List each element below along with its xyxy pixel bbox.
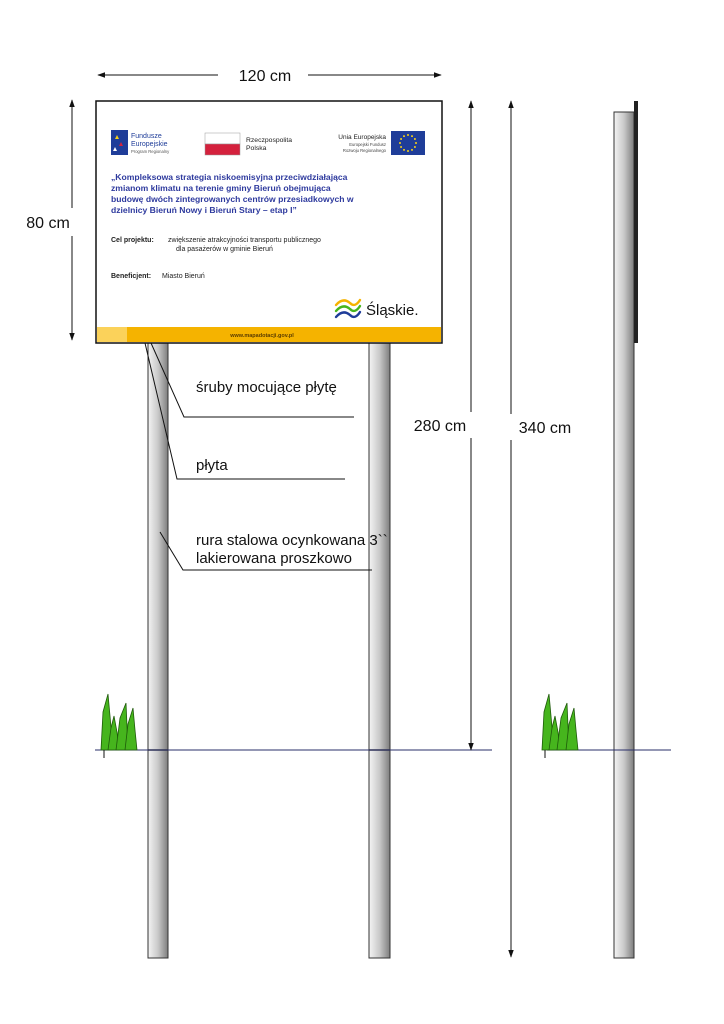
title-line-4: dzielnicy Bieruń Nowy i Bieruń Stary – etap I” (111, 205, 297, 215)
goal-label: Cel projektu: (111, 237, 154, 244)
height-dimension (26, 100, 72, 340)
website-text: www.mapadotacji.gov.pl (230, 333, 294, 339)
eu-star-icon (403, 135, 405, 137)
eu-star-icon (407, 150, 409, 152)
total-height-dimension (511, 101, 571, 957)
fe-logo-line2: Europejskie (131, 141, 168, 148)
signboard (96, 101, 442, 343)
side-view (542, 101, 671, 958)
ue-logo-line3: Rozwoju Regionalnego (342, 148, 386, 153)
title-line-1: „Kompleksowa strategia niskoemisyjna przeciwdziałająca (111, 172, 348, 182)
ue-logo-line1: Unia Europejska (338, 134, 386, 141)
eu-star-icon (400, 138, 402, 140)
goal-text-line1: zwiększenie atrakcyjności transportu publicznego (168, 237, 321, 244)
width-label: 120 cm (238, 68, 292, 85)
total-height-label: 340 cm (518, 420, 572, 437)
eu-star-icon (414, 138, 416, 140)
eu-star-icon (411, 149, 413, 151)
plate-label: płyta (196, 457, 228, 474)
beneficiary-label: Beneficjent: (111, 273, 152, 280)
pipe-label-line2: lakierowana proszkowo (196, 550, 352, 567)
board-footer (97, 327, 441, 342)
unia-europejska-logo (338, 131, 425, 155)
title-line-3: budowę dwóch zintegrowanych centrów przesiadkowych w (111, 194, 354, 204)
ue-logo-line2: Europejski Fundusz (349, 142, 386, 147)
eu-star-icon (411, 135, 413, 137)
left-post (148, 343, 168, 958)
width-dimension (98, 68, 441, 85)
fe-logo-icon (111, 130, 128, 155)
side-grass-icon (542, 694, 578, 758)
title-line-2: zmianom klimatu na terenie gminy Bieruń obejmująca (111, 183, 331, 193)
goal-text-line2: dla pasażerów w gminie Bieruń (176, 246, 273, 253)
eu-star-icon (414, 146, 416, 148)
polish-flag-icon (205, 133, 240, 144)
side-post (614, 112, 634, 958)
right-post (369, 343, 390, 958)
eu-star-icon (415, 142, 417, 144)
eu-star-icon (403, 149, 405, 151)
side-plate (634, 101, 638, 343)
plate-leader (145, 343, 345, 479)
eu-star-icon (399, 142, 401, 144)
beneficiary-text: Miasto Bieruń (162, 273, 205, 280)
bolts-label: śruby mocujące płytę (196, 379, 337, 396)
rp-logo-line1: Rzeczpospolita (246, 137, 293, 144)
height-label: 80 cm (26, 215, 70, 232)
slaskie-text: Śląskie. (366, 302, 419, 319)
post-height-label: 280 cm (413, 418, 467, 435)
fe-logo-line1: Fundusze (131, 133, 162, 140)
pipe-label-line1: rura stalowa ocynkowana 3`` (196, 532, 388, 549)
eu-star-icon (407, 134, 409, 136)
grass-icon (101, 694, 137, 758)
fundusze-europejskie-logo (111, 130, 170, 155)
eu-star-icon (400, 146, 402, 148)
fe-logo-line3: Program Regionalny (131, 149, 170, 154)
rp-logo-line2: Polska (246, 145, 267, 152)
